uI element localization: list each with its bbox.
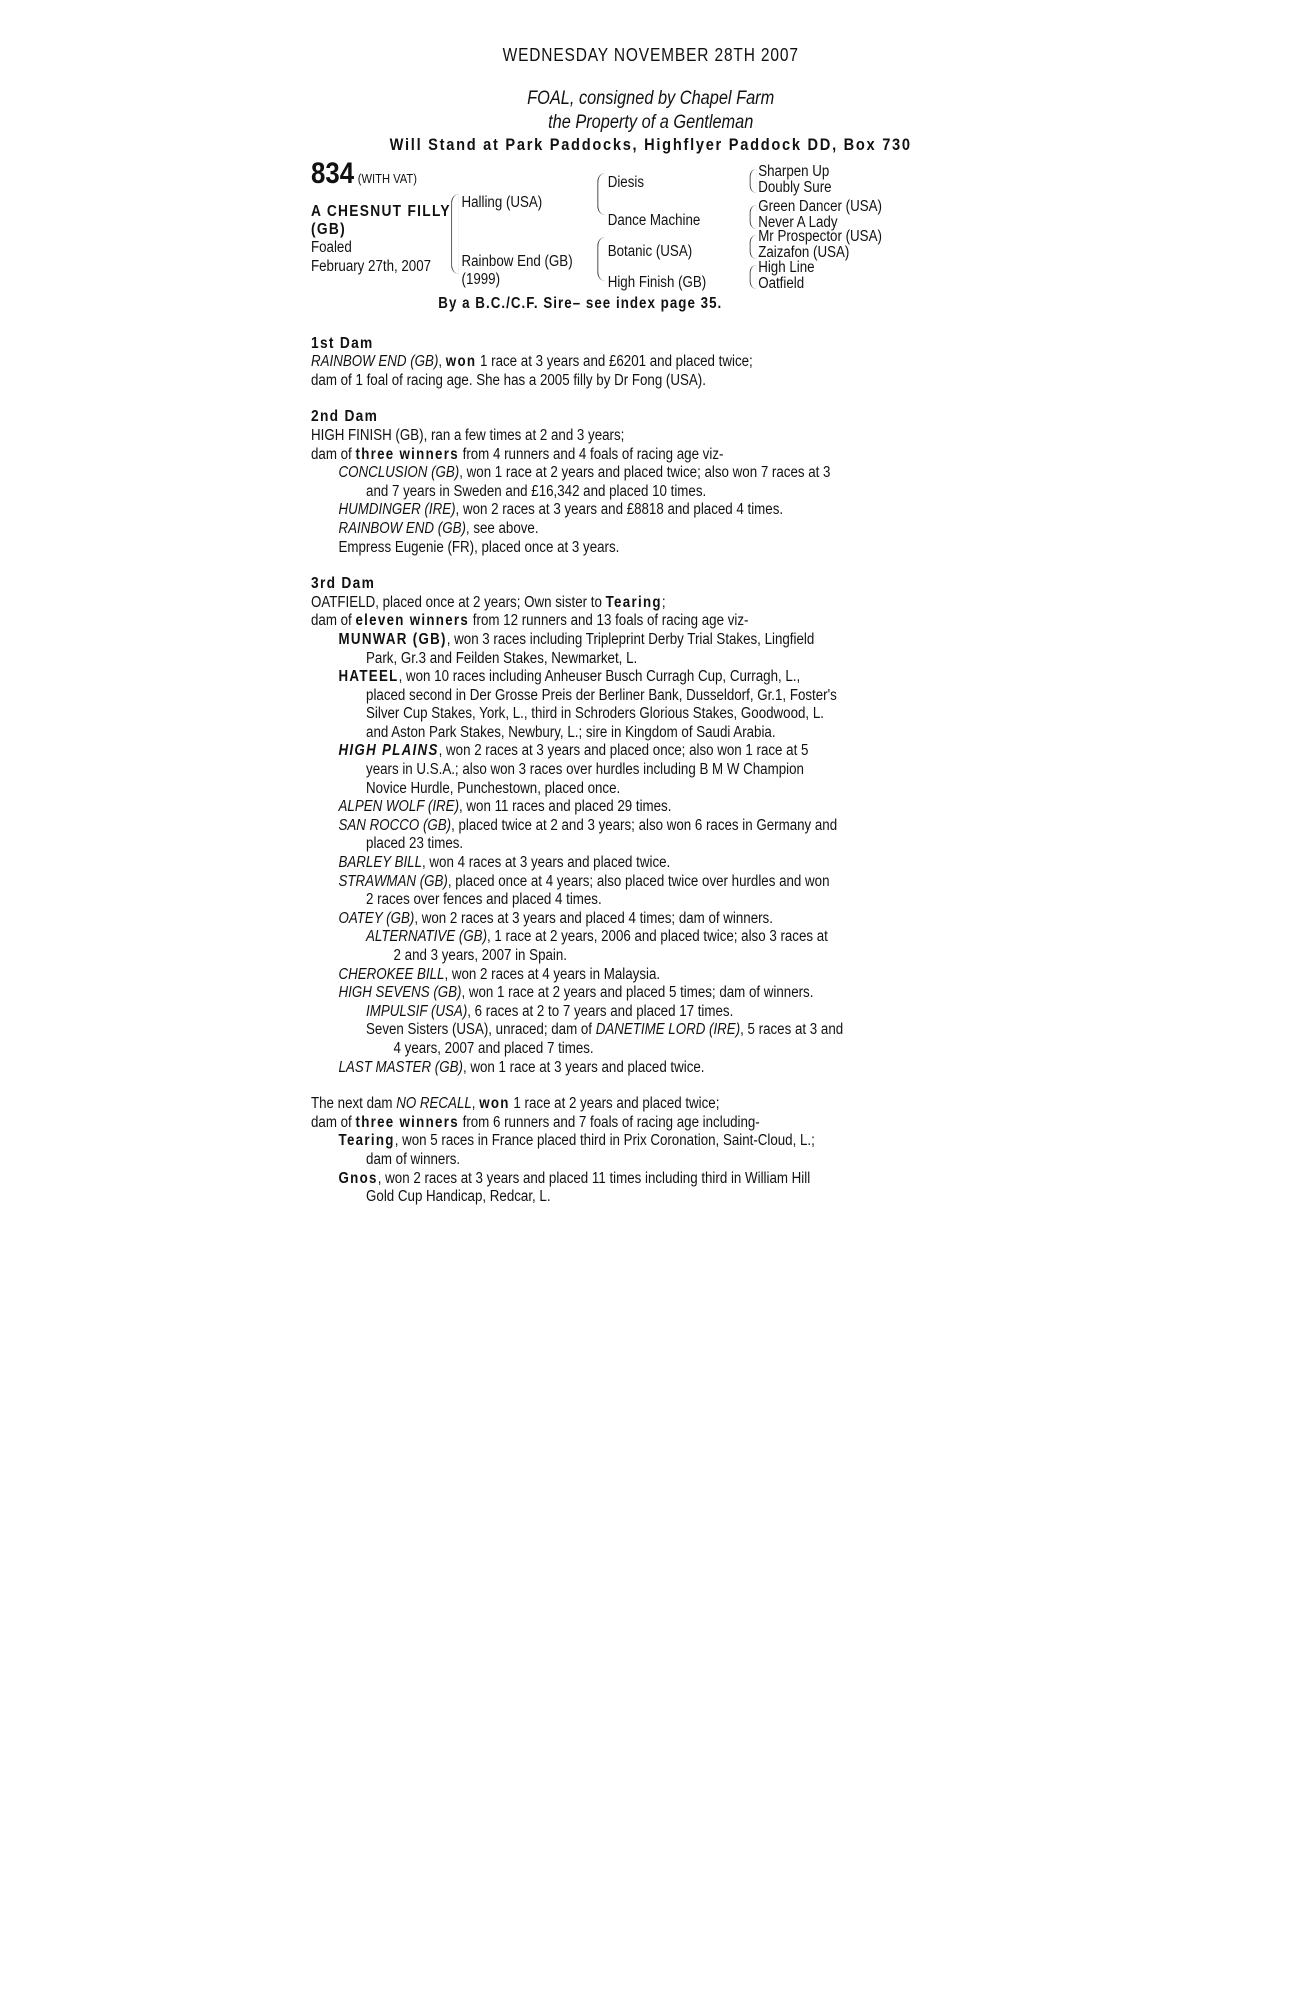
- sire-dam: Dance Machine: [607, 211, 701, 229]
- vat-note: (WITH VAT): [357, 170, 417, 186]
- record: , won 2 races at 3 years and placed once; also won 1 race at 5: [438, 742, 809, 760]
- record-cont: Silver Cup Stakes, York, L., third in Schroders Glorious Stakes, Goodwood, L.: [366, 705, 824, 723]
- first-dam-record: 1 race at 3 years and £6201 and placed twice;: [476, 353, 753, 371]
- brace-gen1: [451, 194, 459, 274]
- ped-ssd: Doubly Sure: [758, 178, 832, 196]
- produce-entry: [311, 1170, 896, 1207]
- sire: Halling (USA): [461, 193, 543, 211]
- record: , won 5 races in France placed third in Prix Coronation, Saint-Cloud, L.;: [394, 1132, 815, 1150]
- record-cont: placed second in Der Grosse Preis der Berliner Bank, Dusseldorf, Gr.1, Foster's: [366, 686, 837, 704]
- produce-entry: [311, 1132, 896, 1169]
- horse-name: LAST MASTER (GB): [338, 1058, 463, 1076]
- sire-sire: Diesis: [607, 173, 644, 191]
- produce-entry: [311, 742, 896, 798]
- second-dam-section: [311, 408, 896, 557]
- second-dam-heading: 2nd Dam: [311, 408, 379, 426]
- third-dam-heading: 3rd Dam: [311, 575, 376, 593]
- first-dam-heading: 1st Dam: [311, 334, 374, 352]
- text: ,: [471, 1095, 480, 1113]
- horse-name: HATEEL: [338, 668, 399, 686]
- record-cont: years in U.S.A.; also won 3 races over hurdles including B M W Champion: [366, 761, 804, 779]
- pedigree-table: [311, 156, 896, 329]
- sister-name: Tearing: [605, 593, 662, 611]
- dam-sire: Botanic (USA): [607, 242, 693, 260]
- record: , 5 races at 3 and: [740, 1021, 844, 1039]
- record: , won 10 races including Anheuser Busch Curragh Cup, Curragh, L.,: [398, 668, 801, 686]
- catalogue-page: [311, 45, 912, 1207]
- horse-name: OATEY (GB): [338, 909, 415, 927]
- produce-entry: [311, 631, 896, 668]
- third-dam-section: [311, 575, 896, 1077]
- produce-entry: [311, 966, 896, 985]
- consignor-line: FOAL, consigned by Chapel Farm: [527, 87, 775, 109]
- record: , won 2 races at 3 years and placed 4 times; dam of winners.: [414, 909, 773, 927]
- brace-dam: [597, 237, 605, 281]
- produce-entry: [311, 910, 896, 929]
- produce-entry-gen2: [311, 928, 896, 965]
- produce-entry: [311, 464, 896, 501]
- brace-sire: [597, 173, 605, 215]
- brace-g3-4: [750, 265, 757, 289]
- text: from 12 runners and 13 foals of racing age viz-: [469, 612, 749, 630]
- first-dam-line2: dam of 1 foal of racing age. She has a 2005 filly by Dr Fong (USA).: [311, 371, 706, 389]
- lot-name-suffix: (GB): [311, 220, 346, 238]
- horse-name: HIGH PLAINS: [338, 742, 439, 760]
- produce-entry-gen2: [311, 1021, 896, 1058]
- next-dam-line1: [311, 1095, 896, 1114]
- text: ;: [661, 593, 666, 611]
- record: , won 4 races at 3 years and placed twice.: [422, 854, 671, 872]
- ped-dds: High Line: [758, 258, 815, 276]
- produce-entry: [311, 817, 896, 854]
- ped-ddd: Oatfield: [758, 274, 805, 292]
- next-dam-line2: [311, 1114, 896, 1133]
- record: , placed twice at 2 and 3 years; also won 6 races in Germany and: [451, 816, 838, 834]
- record: , won 2 races at 4 years in Malaysia.: [444, 965, 661, 983]
- ped-sss: Sharpen Up: [758, 162, 830, 180]
- horse-name: Gnos: [338, 1169, 378, 1187]
- horse-name: MUNWAR (GB): [338, 630, 447, 648]
- lot-name: A CHESNUT FILLY: [311, 202, 451, 220]
- second-dam-line1: HIGH FINISH (GB), ran a few times at 2 and 3 years;: [311, 426, 625, 444]
- produce-entry: [311, 501, 896, 520]
- horse-name: NO RECALL: [396, 1095, 472, 1113]
- next-dam-section: [311, 1095, 896, 1207]
- record: , won 1 race at 2 years and placed twice; also won 7 races at 3: [459, 464, 831, 482]
- record: , won 2 races at 3 years and placed 11 times including third in William Hill: [377, 1169, 811, 1187]
- third-dam-line1: [311, 594, 896, 613]
- dam: Rainbow End (GB): [461, 252, 573, 270]
- horse-name: CONCLUSION (GB): [338, 464, 460, 482]
- lot-number-block: [311, 156, 417, 190]
- record: , won 1 race at 2 years and placed 5 times; dam of winners.: [461, 984, 814, 1002]
- horse-name: CHEROKEE BILL: [338, 965, 445, 983]
- record: , 1 race at 2 years, 2006 and placed twice; also 3 races at: [487, 928, 828, 946]
- record-cont: 4 years, 2007 and placed 7 times.: [393, 1039, 594, 1057]
- produce-entry: [311, 854, 896, 873]
- winners-count: three winners: [355, 445, 459, 463]
- produce-entry: [311, 1059, 896, 1078]
- record: , won 3 races including Tripleprint Derby Trial Stakes, Lingfield: [446, 630, 815, 648]
- sale-date: WEDNESDAY NOVEMBER 28TH 2007: [502, 45, 799, 65]
- horse-name: STRAWMAN (GB): [338, 872, 448, 890]
- foaled-label: Foaled: [311, 238, 352, 256]
- horse-name: HIGH SEVENS (GB): [338, 984, 462, 1002]
- ped-dss: Mr Prospector (USA): [758, 227, 882, 245]
- property-line: the Property of a Gentleman: [548, 111, 754, 133]
- text: 1 race at 2 years and placed twice;: [509, 1095, 720, 1113]
- horse-name: Tearing: [338, 1132, 395, 1150]
- dam-dam: High Finish (GB): [607, 273, 707, 291]
- produce-entry-gen2: [311, 1003, 896, 1022]
- record-cont: Park, Gr.3 and Feilden Stakes, Newmarket, L.: [366, 649, 638, 667]
- record-cont: and Aston Park Stakes, Newbury, L.; sire in Kingdom of Saudi Arabia.: [366, 723, 776, 741]
- stand-location: Will Stand at Park Paddocks, Highflyer Paddock DD, Box 730: [389, 134, 912, 154]
- record-cont: Novice Hurdle, Punchestown, placed once.: [366, 779, 621, 797]
- foaled-date: February 27th, 2007: [311, 257, 432, 275]
- produce-entry: [311, 984, 896, 1003]
- ped-sdd: Never A Lady: [758, 213, 838, 231]
- dam-name: RAINBOW END (GB): [311, 353, 439, 371]
- lot-number: 834: [311, 156, 355, 190]
- text: dam of: [311, 612, 356, 630]
- horse-name: IMPULSIF (USA): [366, 1002, 468, 1020]
- winners-count: three winners: [355, 1113, 459, 1131]
- record: , won 2 races at 3 years and £8818 and placed 4 times.: [455, 501, 784, 519]
- sire-index-note: By a B.C./C.F. Sire– see index page 35.: [438, 294, 723, 312]
- produce-entry: [311, 873, 896, 910]
- brace-g3-1: [750, 169, 757, 193]
- record-cont: placed 23 times.: [366, 835, 464, 853]
- won-label: won: [445, 353, 477, 371]
- text: dam of: [311, 445, 356, 463]
- second-dam-line2: [311, 446, 896, 465]
- brace-g3-3: [750, 235, 757, 259]
- horse-name: DANETIME LORD (IRE): [595, 1021, 741, 1039]
- produce-entry: [311, 520, 896, 539]
- horse-name: HUMDINGER (IRE): [338, 501, 456, 519]
- record: , won 1 race at 3 years and placed twice.: [462, 1058, 705, 1076]
- ped-dsd: Zaizafon (USA): [758, 243, 850, 261]
- record-cont: dam of winners.: [366, 1150, 461, 1168]
- horse-name: BARLEY BILL: [338, 854, 423, 872]
- text: dam of: [311, 1113, 356, 1131]
- dam-year: (1999): [461, 270, 501, 288]
- text: The next dam: [311, 1095, 397, 1113]
- produce-entry: [311, 668, 896, 742]
- record-cont: and 7 years in Sweden and £16,342 and placed 10 times.: [366, 482, 707, 500]
- won-label: won: [479, 1095, 510, 1113]
- first-dam-line1: RAINBOW END (GB), won 1 race at 3 years and £6201 and placed twice;: [311, 353, 753, 371]
- third-dam-line2: [311, 612, 896, 631]
- record: , 6 races at 2 to 7 years and placed 17 times.: [467, 1002, 734, 1020]
- record: , see above.: [465, 519, 539, 537]
- record: , placed once at 4 years; also placed twice over hurdles and won: [447, 872, 830, 890]
- horse-name: SAN ROCCO (GB): [338, 816, 452, 834]
- horse-name: ALTERNATIVE (GB): [366, 928, 488, 946]
- horse-name: ALPEN WOLF (IRE): [338, 798, 460, 816]
- brace-g3-2: [750, 205, 757, 229]
- record-cont: Gold Cup Handicap, Redcar, L.: [366, 1188, 551, 1206]
- produce-entry: Empress Eugenie (FR), placed once at 3 years.: [338, 538, 620, 556]
- text: from 6 runners and 7 foals of racing age including-: [458, 1113, 760, 1131]
- record-cont: 2 and 3 years, 2007 in Spain.: [393, 947, 567, 964]
- produce-entry: [311, 798, 896, 817]
- first-dam-section: [311, 335, 896, 391]
- record: , won 11 races and placed 29 times.: [459, 798, 672, 816]
- text: from 4 runners and 4 foals of racing age viz-: [458, 445, 724, 463]
- record-cont: 2 races over fences and placed 4 times.: [366, 891, 602, 909]
- ped-sds: Green Dancer (USA): [758, 197, 882, 215]
- text: OATFIELD, placed once at 2 years; Own sister to: [311, 593, 606, 611]
- winners-count: eleven winners: [355, 612, 470, 630]
- text: Seven Sisters (USA), unraced; dam of: [366, 1021, 596, 1039]
- horse-name: RAINBOW END (GB): [338, 519, 466, 537]
